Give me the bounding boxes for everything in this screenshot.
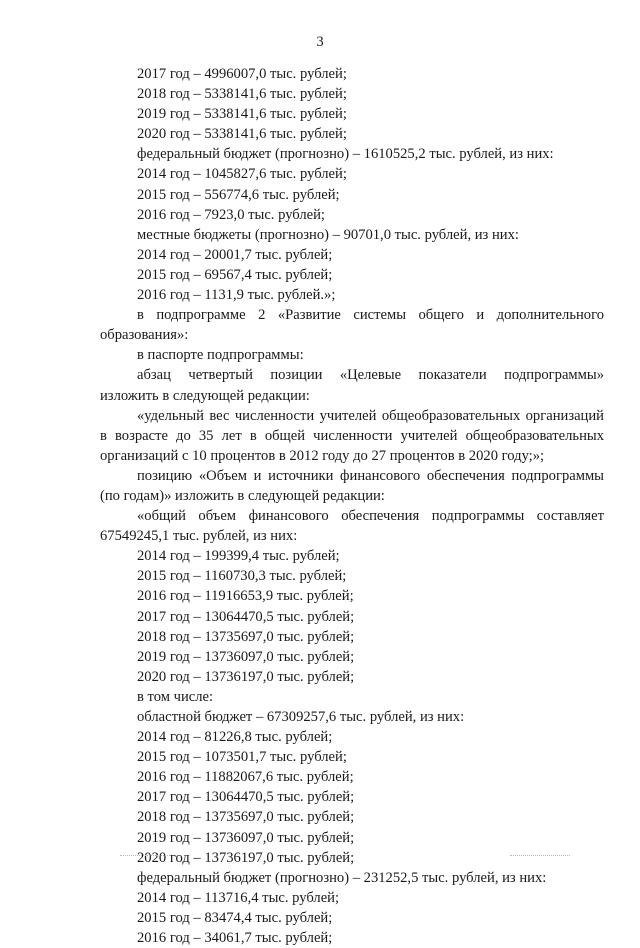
text-line: 2019 год – 13736097,0 тыс. рублей; bbox=[137, 829, 355, 846]
text-line: областной бюджет – 67309257,6 тыс. рублей, из них: bbox=[137, 709, 465, 725]
text-line: 2015 год – 83474,4 тыс. рублей; bbox=[137, 909, 333, 926]
text-line: 2016 год – 7923,0 тыс. рублей; bbox=[137, 206, 325, 223]
text-line: 2020 год – 13736197,0 тыс. рублей; bbox=[137, 849, 355, 866]
text-line: 2016 год – 1131,9 тыс. рублей.»; bbox=[137, 287, 336, 304]
text-line: образования»: bbox=[100, 327, 189, 344]
text-line: организаций с 10 процентов в 2012 году до 27 процентов в 2020 году;»; bbox=[100, 447, 545, 464]
text-line: «общий объем финансового обеспечения подпрограммы составляет bbox=[137, 508, 604, 525]
text-line: (по годам)» изложить в следующей редакции: bbox=[100, 487, 385, 504]
text-line: 2016 год – 34061,7 тыс. рублей; bbox=[137, 930, 333, 947]
text-line: 2017 год – 13064470,5 тыс. рублей; bbox=[137, 608, 355, 625]
text-line: 2020 год – 13736197,0 тыс. рублей; bbox=[137, 668, 355, 685]
text-line: 2014 год – 199399,4 тыс. рублей; bbox=[137, 548, 340, 565]
text-line: 2018 год – 5338141,6 тыс. рублей; bbox=[137, 86, 347, 103]
scan-artifact-left bbox=[120, 855, 170, 858]
text-line: 2017 год – 4996007,0 тыс. рублей; bbox=[137, 66, 347, 82]
text-line: 2019 год – 13736097,0 тыс. рублей; bbox=[137, 648, 355, 665]
text-line: 2014 год – 81226,8 тыс. рублей; bbox=[137, 729, 333, 746]
text-line: 2020 год – 5338141,6 тыс. рублей; bbox=[137, 126, 347, 143]
text-line: 2016 год – 11882067,6 тыс. рублей; bbox=[137, 769, 354, 786]
text-line: 2018 год – 13735697,0 тыс. рублей; bbox=[137, 628, 355, 645]
text-line: 2016 год – 11916653,9 тыс. рублей; bbox=[137, 588, 354, 605]
text-line: 2014 год – 1045827,6 тыс. рублей; bbox=[137, 166, 347, 183]
text-line: в возрасте до 35 лет в общей численности учителей общеобразовательных bbox=[100, 427, 604, 444]
document-body bbox=[100, 64, 604, 948]
text-line: местные бюджеты (прогнозно) – 90701,0 тыс. рублей, из них: bbox=[137, 226, 519, 243]
text-line: абзац четвертый позиции «Целевые показатели подпрограммы» bbox=[137, 367, 604, 384]
text-line: в подпрограмме 2 «Развитие системы общего и дополнительного bbox=[137, 307, 604, 324]
text-line: 67549245,1 тыс. рублей, из них: bbox=[100, 528, 298, 545]
text-line: 2014 год – 20001,7 тыс. рублей; bbox=[137, 246, 333, 263]
text-line: 2015 год – 1073501,7 тыс. рублей; bbox=[137, 749, 347, 766]
text-line: 2019 год – 5338141,6 тыс. рублей; bbox=[137, 106, 347, 123]
text-line: 2017 год – 13064470,5 тыс. рублей; bbox=[137, 789, 355, 806]
text-line: 2015 год – 556774,6 тыс. рублей; bbox=[137, 186, 340, 203]
text-line: изложить в следующей редакции: bbox=[100, 387, 310, 404]
page-number: 3 bbox=[316, 34, 324, 50]
scan-artifact-right bbox=[510, 855, 570, 858]
text-line: 2018 год – 13735697,0 тыс. рублей; bbox=[137, 809, 355, 826]
text-line: федеральный бюджет (прогнозно) – 231252,5 тыс. рублей, из них: bbox=[137, 869, 547, 886]
text-line: в паспорте подпрограммы: bbox=[137, 347, 304, 364]
text-line: в том числе: bbox=[137, 688, 214, 705]
text-line: позицию «Объем и источники финансового обеспечения подпрограммы bbox=[137, 467, 604, 484]
text-line: 2015 год – 1160730,3 тыс. рублей; bbox=[137, 568, 347, 585]
text-line: федеральный бюджет (прогнозно) – 1610525,2 тыс. рублей, из них: bbox=[137, 146, 554, 163]
text-line: 2014 год – 113716,4 тыс. рублей; bbox=[137, 889, 340, 906]
text-line: 2015 год – 69567,4 тыс. рублей; bbox=[137, 266, 333, 283]
text-line: «удельный вес численности учителей общеобразовательных организаций bbox=[137, 407, 604, 424]
